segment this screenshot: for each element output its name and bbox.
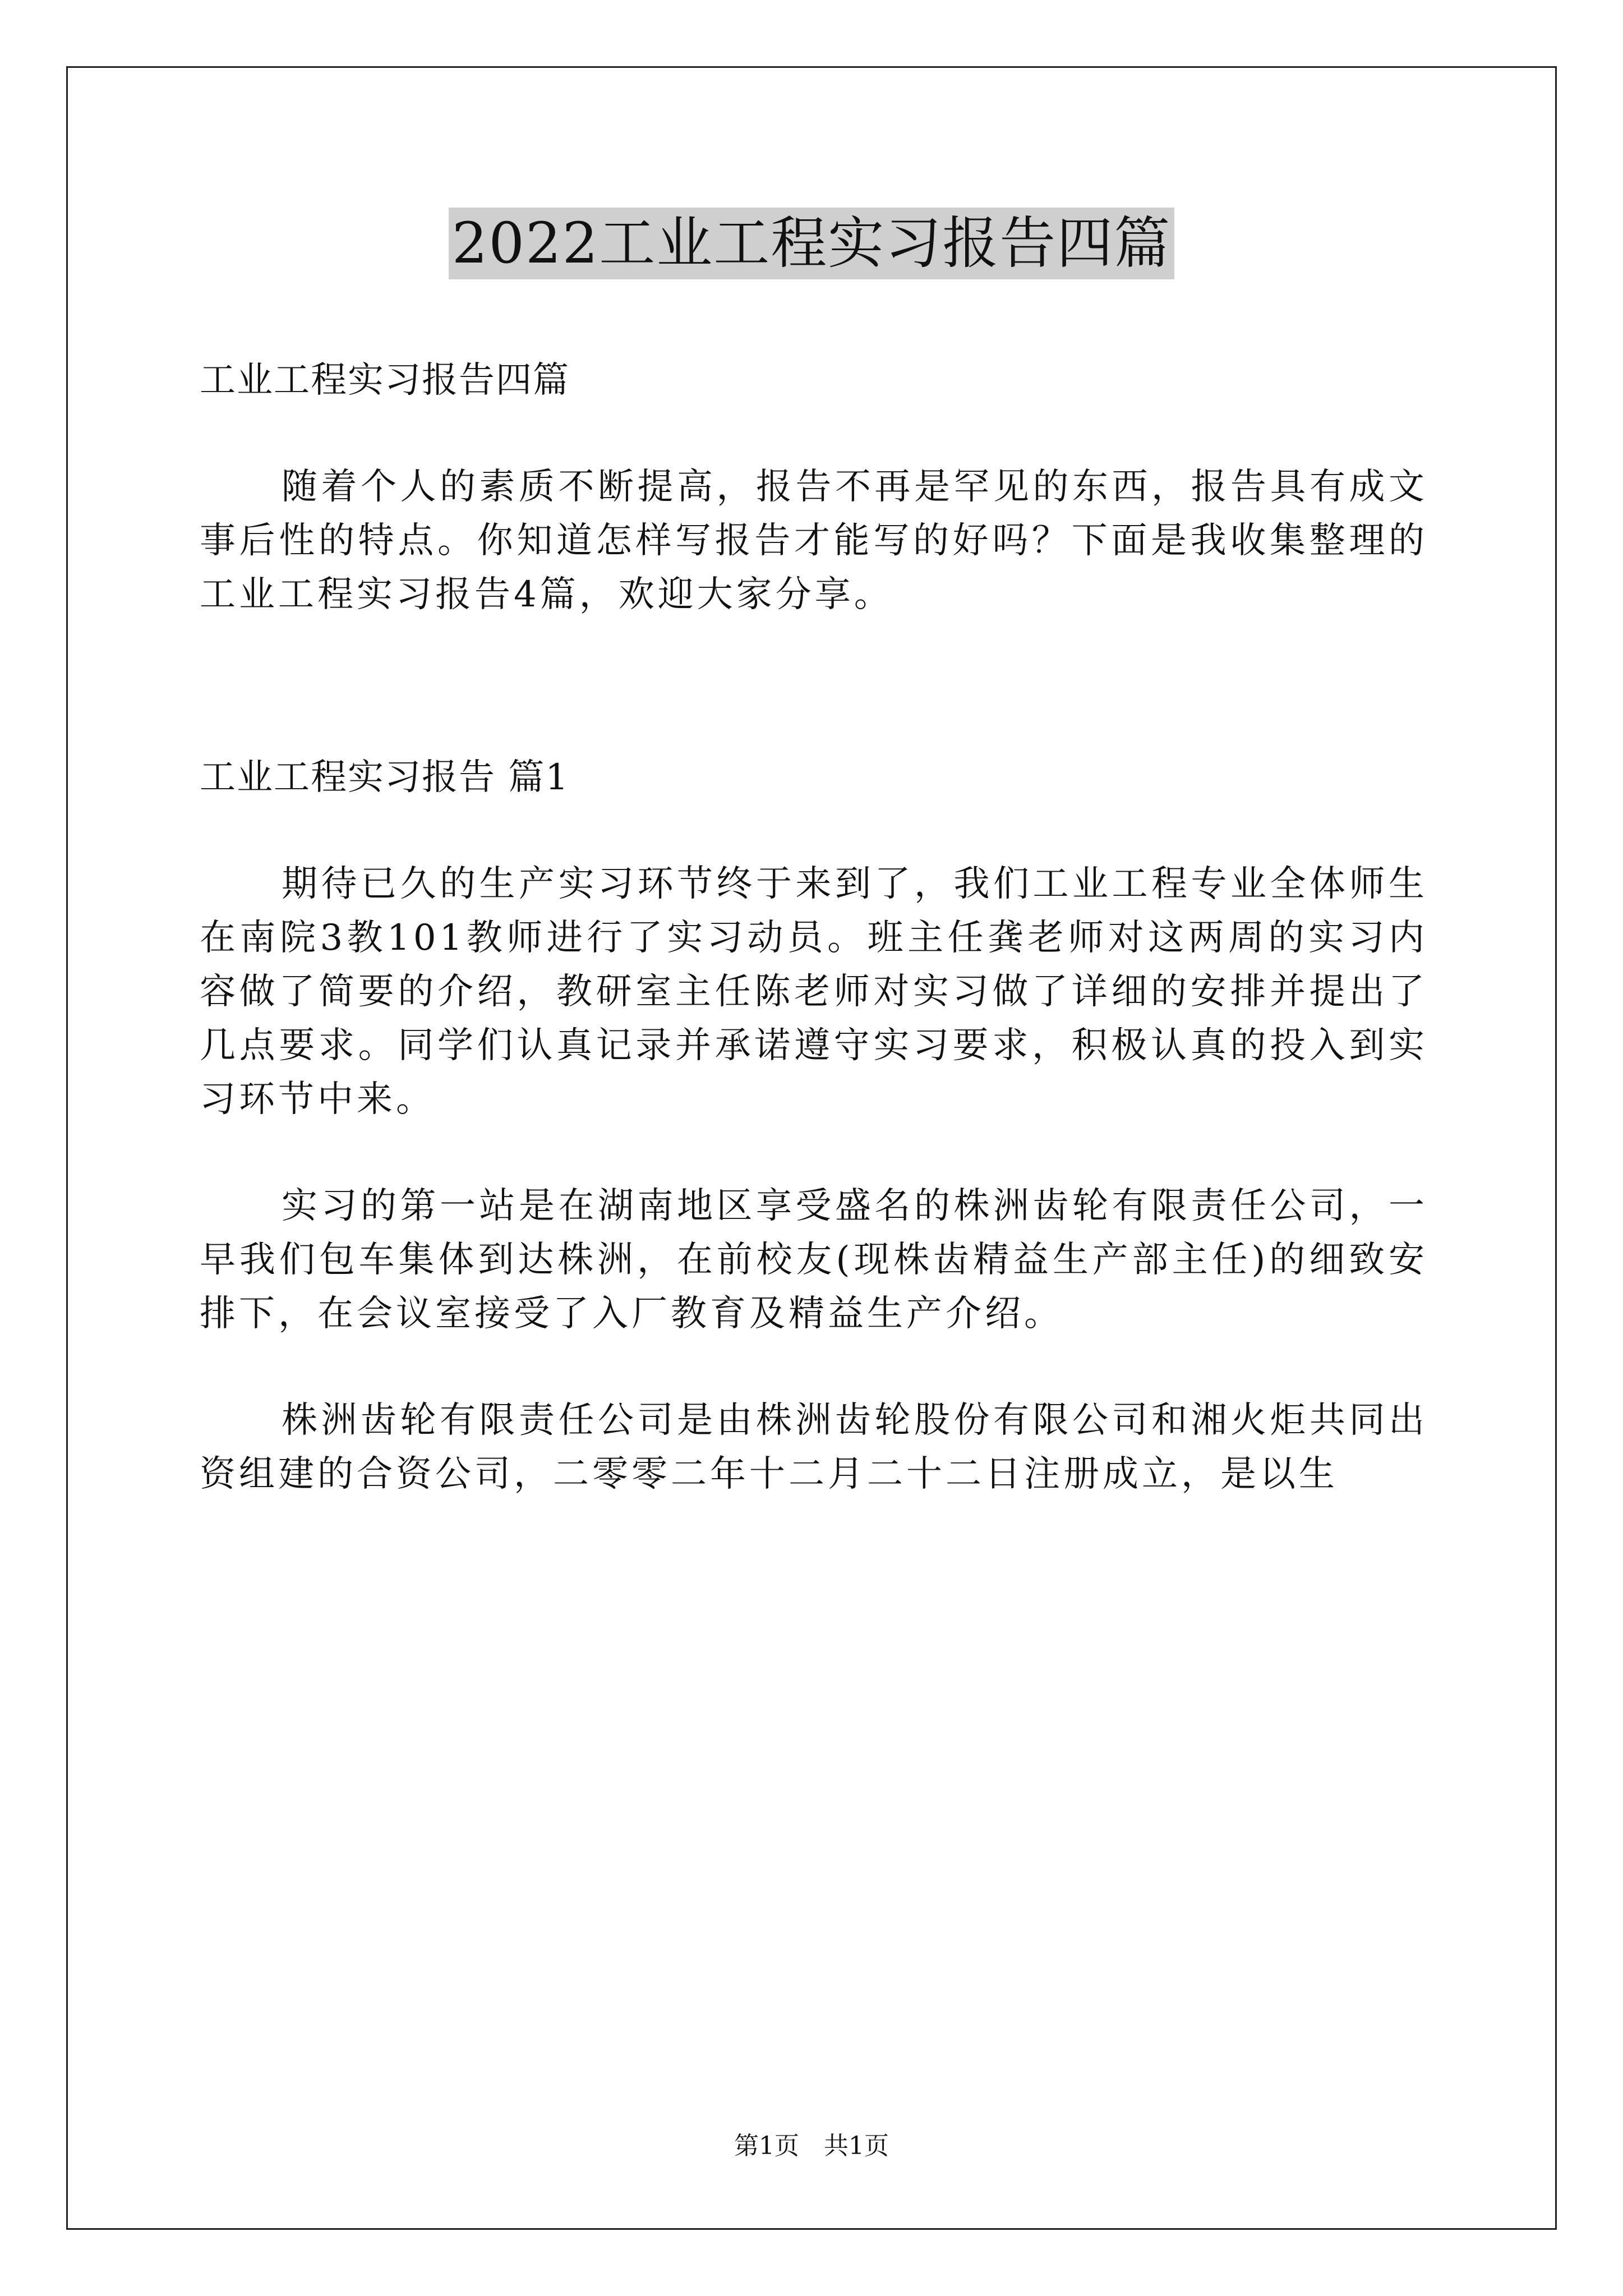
body-paragraph: 株洲齿轮有限责任公司是由株洲齿轮股份有限公司和湘火炬共同出资组建的合资公司，二零零二年十二月二十二日注册成立，是以生 [200,1400,1428,1495]
body-paragraph: 期待已久的生产实习环节终于来到了，我们工业工程专业全体师生在南院3教101教师进行了实习动员。班主任龚老师对这两周的实习内容做了简要的介绍，教研室主任陈老师对实习做了详细的安排并提出了几点要求。同学们认真记录并承诺遵守实习要求，积极认真的投入到实习环节中来。 [200,863,1428,1120]
spacer [200,1126,1428,1179]
document-title: 2022工业工程实习报告四篇 [449,208,1175,279]
spacer [200,804,1428,857]
section-heading: 工业工程实习报告 篇1 [200,757,570,798]
spacer [200,1341,1428,1393]
spacer [200,407,1428,460]
page-footer: 第1页 共1页 [734,2132,889,2160]
document-body [200,353,1428,1501]
intro-paragraph: 随着个人的素质不断提高，报告不再是罕见的东西，报告具有成文事后性的特点。你知道怎样写报告才能写的好吗？下面是我收集整理的工业工程实习报告4篇，欢迎大家分享。 [200,466,1428,615]
title-container [0,208,1623,279]
spacer [200,622,1428,751]
body-paragraph: 实习的第一站是在湖南地区享受盛名的株洲齿轮有限责任公司，一早我们包车集体到达株洲，在前校友(现株齿精益生产部主任)的细致安排下，在会议室接受了入厂教育及精益生产介绍。 [200,1185,1428,1335]
document-subtitle: 工业工程实习报告四篇 [200,360,570,401]
